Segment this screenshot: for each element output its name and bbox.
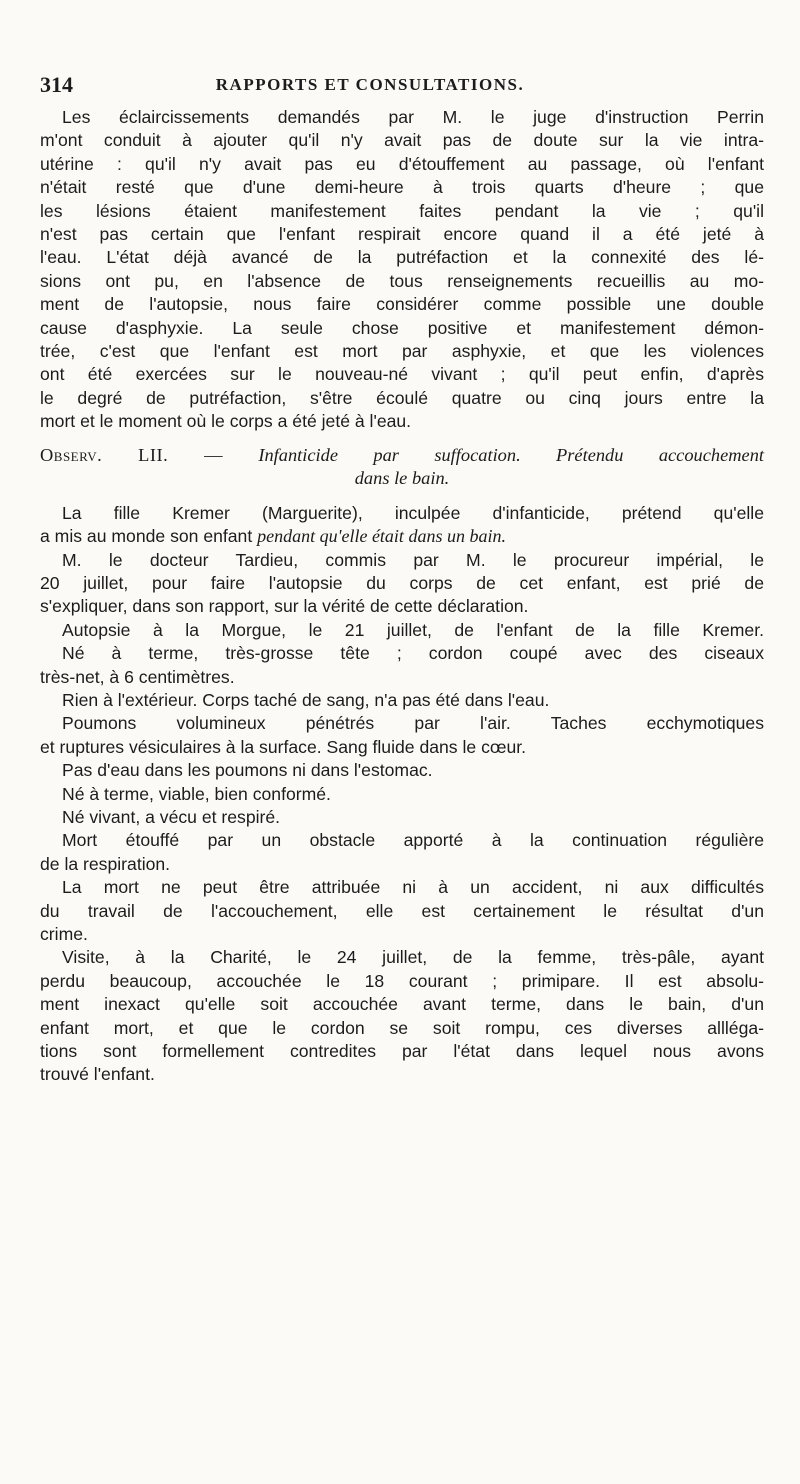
text-line: sions ont pu, en l'absence de tous renseignements recueillis au mo- [40,270,764,291]
text-line: tions sont formellement contredites par l'état dans lequel nous avons [40,1041,764,1062]
italic-phrase: pendant qu'elle était dans un bain. [257,526,506,547]
paragraph-declaration [40,502,764,549]
text-line: Pas d'eau dans les poumons ni dans l'estomac. [62,760,433,781]
text-line: cause d'asphyxie. La seule chose positive et manifestement démon- [40,317,764,338]
text-line [40,525,764,548]
text-line: 20 juillet, pour faire l'autopsie du corps de cet enfant, est prié de [40,572,764,593]
paragraph-water [40,759,764,782]
text-line: très-net, à 6 centimètres. [40,666,235,687]
text-line: Né à terme, viable, bien conformé. [62,783,331,804]
text-line: M. le docteur Tardieu, commis par M. le procureur impérial, le [62,549,764,570]
observation-heading [40,444,764,467]
paragraph-commission [40,549,764,619]
paragraph-visit [40,946,764,1086]
text-line: les lésions étaient manifestement faites pendant la vie ; qu'il [40,200,764,221]
text-line: m'ont conduit à ajouter qu'il n'y avait pas de doute sur la vie intra- [40,130,764,151]
text-line: Né vivant, a vécu et respiré. [62,806,281,827]
text-line: mort et le moment où le corps a été jeté à l'eau. [40,411,412,432]
paragraph-crime [40,876,764,946]
paragraph-alive [40,806,764,829]
paragraph-suffocation [40,829,764,876]
text-line: Autopsie à la Morgue, le 21 juillet, de l'enfant de la fille Kremer. [62,619,764,640]
text-line: Né à terme, très-grosse tête ; cordon coupé avec des ciseaux [62,643,764,664]
text-line: Poumons volumineux pénétrés par l'air. Taches ecchymotiques [62,713,764,734]
text-line: Rien à l'extérieur. Corps taché de sang, n'a pas été dans l'eau. [62,689,550,710]
paragraph-exterior [40,689,764,712]
text-line: Les éclaircissements demandés par M. le juge d'instruction Perrin [62,107,764,127]
text-line: n'était resté que d'une demi-heure à trois quarts d'heure ; que [40,177,764,198]
text-line: n'est pas certain que l'enfant respirait encore quand il a été jeté à [40,224,764,245]
text-line: de la respiration. [40,853,171,874]
text-line: du travail de l'accouchement, elle est certainement le résultat d'un [40,900,764,921]
text-line: crime. [40,924,88,944]
paragraph-lungs [40,712,764,759]
text-line: enfant mort, et que le cordon se soit rompu, ces diverses allléga- [40,1017,764,1038]
text-line: Visite, à la Charité, le 24 juillet, de la femme, très-pâle, ayant [62,947,764,968]
body-text [40,106,764,1087]
text-line: ont été exercées sur le nouveau-né vivant ; qu'il peut enfin, d'après [40,364,764,385]
text-line: La fille Kremer (Marguerite), inculpée d'infanticide, prétend qu'elle [62,502,764,523]
text-line: trouvé l'enfant. [40,1064,155,1085]
page-header [40,72,760,102]
text-line: Mort étouffé par un obstacle apporté à la continuation régulière [62,830,764,851]
text-line: ment inexact qu'elle soit accouchée avant terme, dans le bain, d'un [40,994,764,1015]
running-head: RAPPORTS ET CONSULTATIONS. [215,75,525,94]
text-line: et ruptures vésiculaires à la surface. Sang fluide dans le cœur. [40,736,527,757]
text-line: s'expliquer, dans son rapport, sur la vérité de cette déclaration. [40,596,529,617]
paragraph-clarifications [40,106,764,434]
text-line: ment de l'autopsie, nous faire considérer comme possible une double [40,294,764,315]
observation-subtitle: dans le bain. [354,467,450,488]
text-line: utérine : qu'il n'y avait pas eu d'étouffement au passage, où l'enfant [40,153,764,174]
text-line: le degré de putréfaction, s'être écoulé quatre ou cinq jours entre la [40,387,764,408]
text-line: perdu beaucoup, accouchée le 18 courant ; primipare. Il est absolu- [40,970,764,991]
text-line: l'eau. L'état déjà avancé de la putréfaction et la connexité des lé- [40,247,764,268]
text-segment: a mis au monde son enfant [40,526,258,547]
text-line: La mort ne peut être attribuée ni à un accident, ni aux difficultés [62,877,764,898]
paragraph-autopsy [40,619,764,689]
page-number: 314 [40,72,73,97]
text-line: trée, c'est que l'enfant est mort par asphyxie, et que les violences [40,341,764,362]
observation-label: Observ. LII. — [40,444,223,465]
observation-title: Infanticide par suffocation. Prétendu accouchement [258,444,765,465]
paragraph-term [40,783,764,806]
